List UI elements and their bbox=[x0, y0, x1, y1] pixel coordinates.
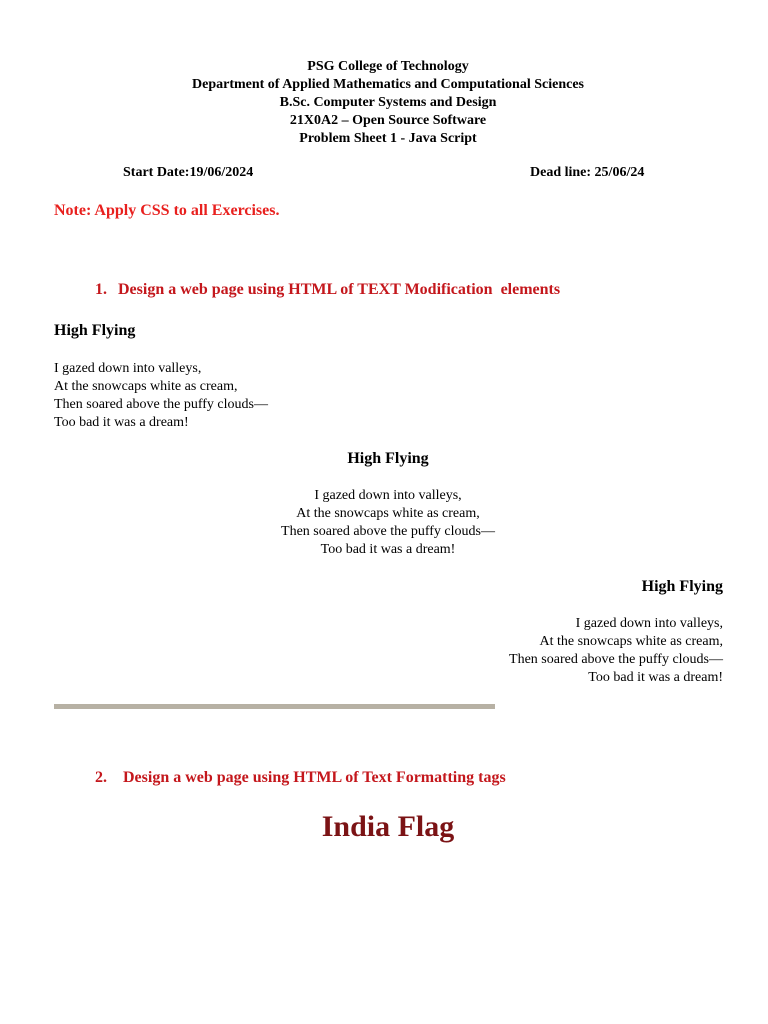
poem-line: I gazed down into valleys, bbox=[314, 488, 462, 503]
department-name: Department of Applied Mathematics and Computational Sciences bbox=[192, 77, 584, 92]
question-number: 2. bbox=[95, 769, 107, 786]
start-date: Start Date:19/06/2024 bbox=[123, 165, 254, 180]
css-note: Note: Apply CSS to all Exercises. bbox=[54, 202, 280, 219]
poem-line: Too bad it was a dream! bbox=[54, 415, 189, 430]
programme-name: B.Sc. Computer Systems and Design bbox=[279, 95, 497, 110]
india-flag-heading: India Flag bbox=[321, 810, 455, 843]
document-header bbox=[0, 58, 768, 148]
question-number: 1. bbox=[95, 281, 107, 298]
poem-title-left: High Flying bbox=[54, 322, 136, 339]
poem-line: Then soared above the puffy clouds— bbox=[281, 524, 495, 539]
poem-line: Too bad it was a dream! bbox=[320, 542, 456, 557]
course-name: 21X0A2 – Open Source Software bbox=[289, 113, 487, 128]
poem-line: I gazed down into valleys, bbox=[575, 616, 723, 631]
poem-title-right: High Flying bbox=[641, 578, 723, 595]
question-2-heading bbox=[95, 769, 506, 787]
sheet-title: Problem Sheet 1 - Java Script bbox=[299, 131, 477, 146]
question-1-heading bbox=[95, 281, 560, 299]
poem-line: At the snowcaps white as cream, bbox=[539, 634, 723, 649]
poem-center-aligned bbox=[0, 487, 768, 559]
deadline-date: Dead line: 25/06/24 bbox=[530, 165, 645, 180]
poem-line: At the snowcaps white as cream, bbox=[296, 506, 480, 521]
question-text: Design a web page using HTML of TEXT Modification elements bbox=[118, 281, 561, 298]
college-name: PSG College of Technology bbox=[307, 59, 469, 74]
poem-right-aligned bbox=[509, 615, 723, 687]
poem-title-center: High Flying bbox=[347, 450, 429, 467]
poem-line: Then soared above the puffy clouds— bbox=[509, 652, 723, 667]
question-text: Design a web page using HTML of Text Formatting tags bbox=[123, 769, 506, 786]
poem-line: Too bad it was a dream! bbox=[588, 670, 723, 685]
poem-line: I gazed down into valleys, bbox=[54, 361, 202, 376]
poem-line: At the snowcaps white as cream, bbox=[54, 379, 238, 394]
horizontal-rule bbox=[54, 704, 495, 709]
poem-left-aligned bbox=[54, 360, 268, 432]
poem-line: Then soared above the puffy clouds— bbox=[54, 397, 268, 412]
